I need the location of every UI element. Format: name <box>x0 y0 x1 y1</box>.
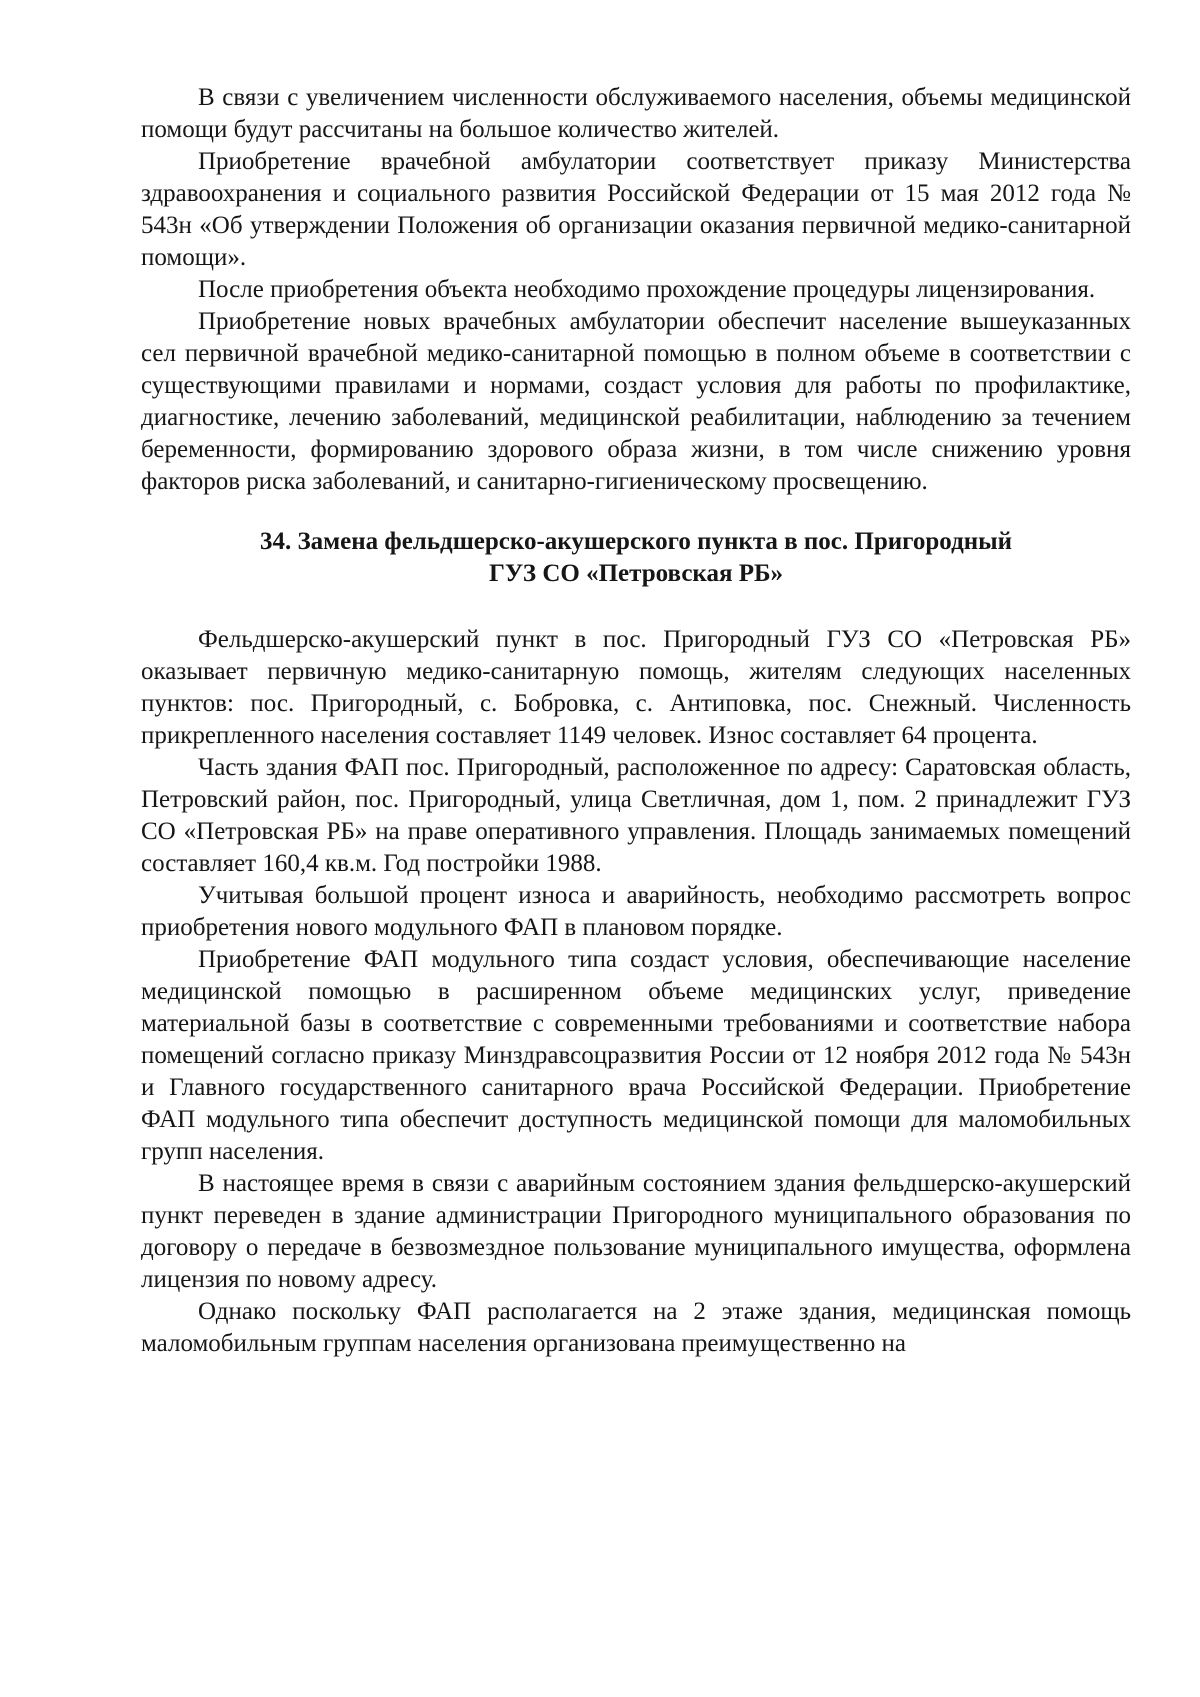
document-page <box>141 82 1131 1360</box>
paragraph-current-location: В настоящее время в связи с аварийным состоянием здания фельдшерско-акушерский пункт переведен в здание администрации Пригородного муниципального образования по договору о передаче в безвозмездное пользование муниципального имущества, оформлена лицензия по новому адресу. <box>141 1170 1131 1293</box>
paragraph-building-address: Часть здания ФАП пос. Пригородный, расположенное по адресу: Саратовская область, Петровский район, пос. Пригородный, улица Светличная, дом 1, пом. 2 принадлежит ГУЗ СО «Петровская РБ» на праве оперативного управления. Площадь занимаемых помещений составляет 160,4 кв.м. Год постройки 1988. <box>141 754 1131 877</box>
paragraph-fap-description: Фельдшерско-акушерский пункт в пос. Пригородный ГУЗ СО «Петровская РБ» оказывает первичную медико-санитарную помощь, жителям следующих населенных пунктов: пос. Пригородный, с. Бобровка, с. Антиповка, пос. Снежный. Численность прикрепленного населения составляет 1149 человек. Износ составляет 64 процента. <box>141 626 1131 749</box>
paragraph-population-growth: В связи с увеличением численности обслуживаемого населения, объемы медицинской помощи будут рассчитаны на большое количество жителей. <box>141 84 1131 143</box>
section-heading-line-2: ГУЗ СО «Петровская РБ» <box>488 560 784 587</box>
paragraph-wear-and-emergency: Учитывая большой процент износа и аварийность, необходимо рассмотреть вопрос приобретения нового модульного ФАП в плановом порядке. <box>141 882 1131 941</box>
paragraph-licensing: После приобретения объекта необходимо прохождение процедуры лицензирования. <box>198 276 1096 303</box>
paragraph-second-floor: Однако поскольку ФАП располагается на 2 этаже здания, медицинская помощь маломобильным группам населения организована преимущественно на <box>141 1298 1131 1357</box>
section-heading <box>141 526 1131 590</box>
paragraph-ministry-order: Приобретение врачебной амбулатории соответствует приказу Министерства здравоохранения и социального развития Российской Федерации от 15 мая 2012 года № 543н «Об утверждении Положения об организации оказания первичной медико-санитарной помощи». <box>141 148 1131 271</box>
paragraph-modular-fap: Приобретение ФАП модульного типа создаст условия, обеспечивающие население медицинской помощью в расширенном объеме медицинских услуг, приведение материальной базы в соответствие с современными требованиями и соответствие набора помещений согласно приказу Минздравсоцразвития России от 12 ноября 2012 года № 543н и Главного государственного санитарного врача Российской Федерации. Приобретение ФАП модульного типа обеспечит доступность медицинской помощи для маломобильных групп населения. <box>141 946 1131 1165</box>
section-heading-line-1: 34. Замена фельдшерско-акушерского пункта в пос. Пригородный <box>259 528 1013 555</box>
paragraph-ambulatory-benefits: Приобретение новых врачебных амбулатории обеспечит население вышеуказанных сел первичной врачебной медико-санитарной помощью в полном объеме в соответствии с существующими правилами и нормами, создаст условия для работы по профилактике, диагностике, лечению заболеваний, медицинской реабилитации, наблюдению за течением беременности, формированию здорового образа жизни, в том числе снижению уровня факторов риска заболеваний, и санитарно-гигиеническому просвещению. <box>141 308 1131 495</box>
